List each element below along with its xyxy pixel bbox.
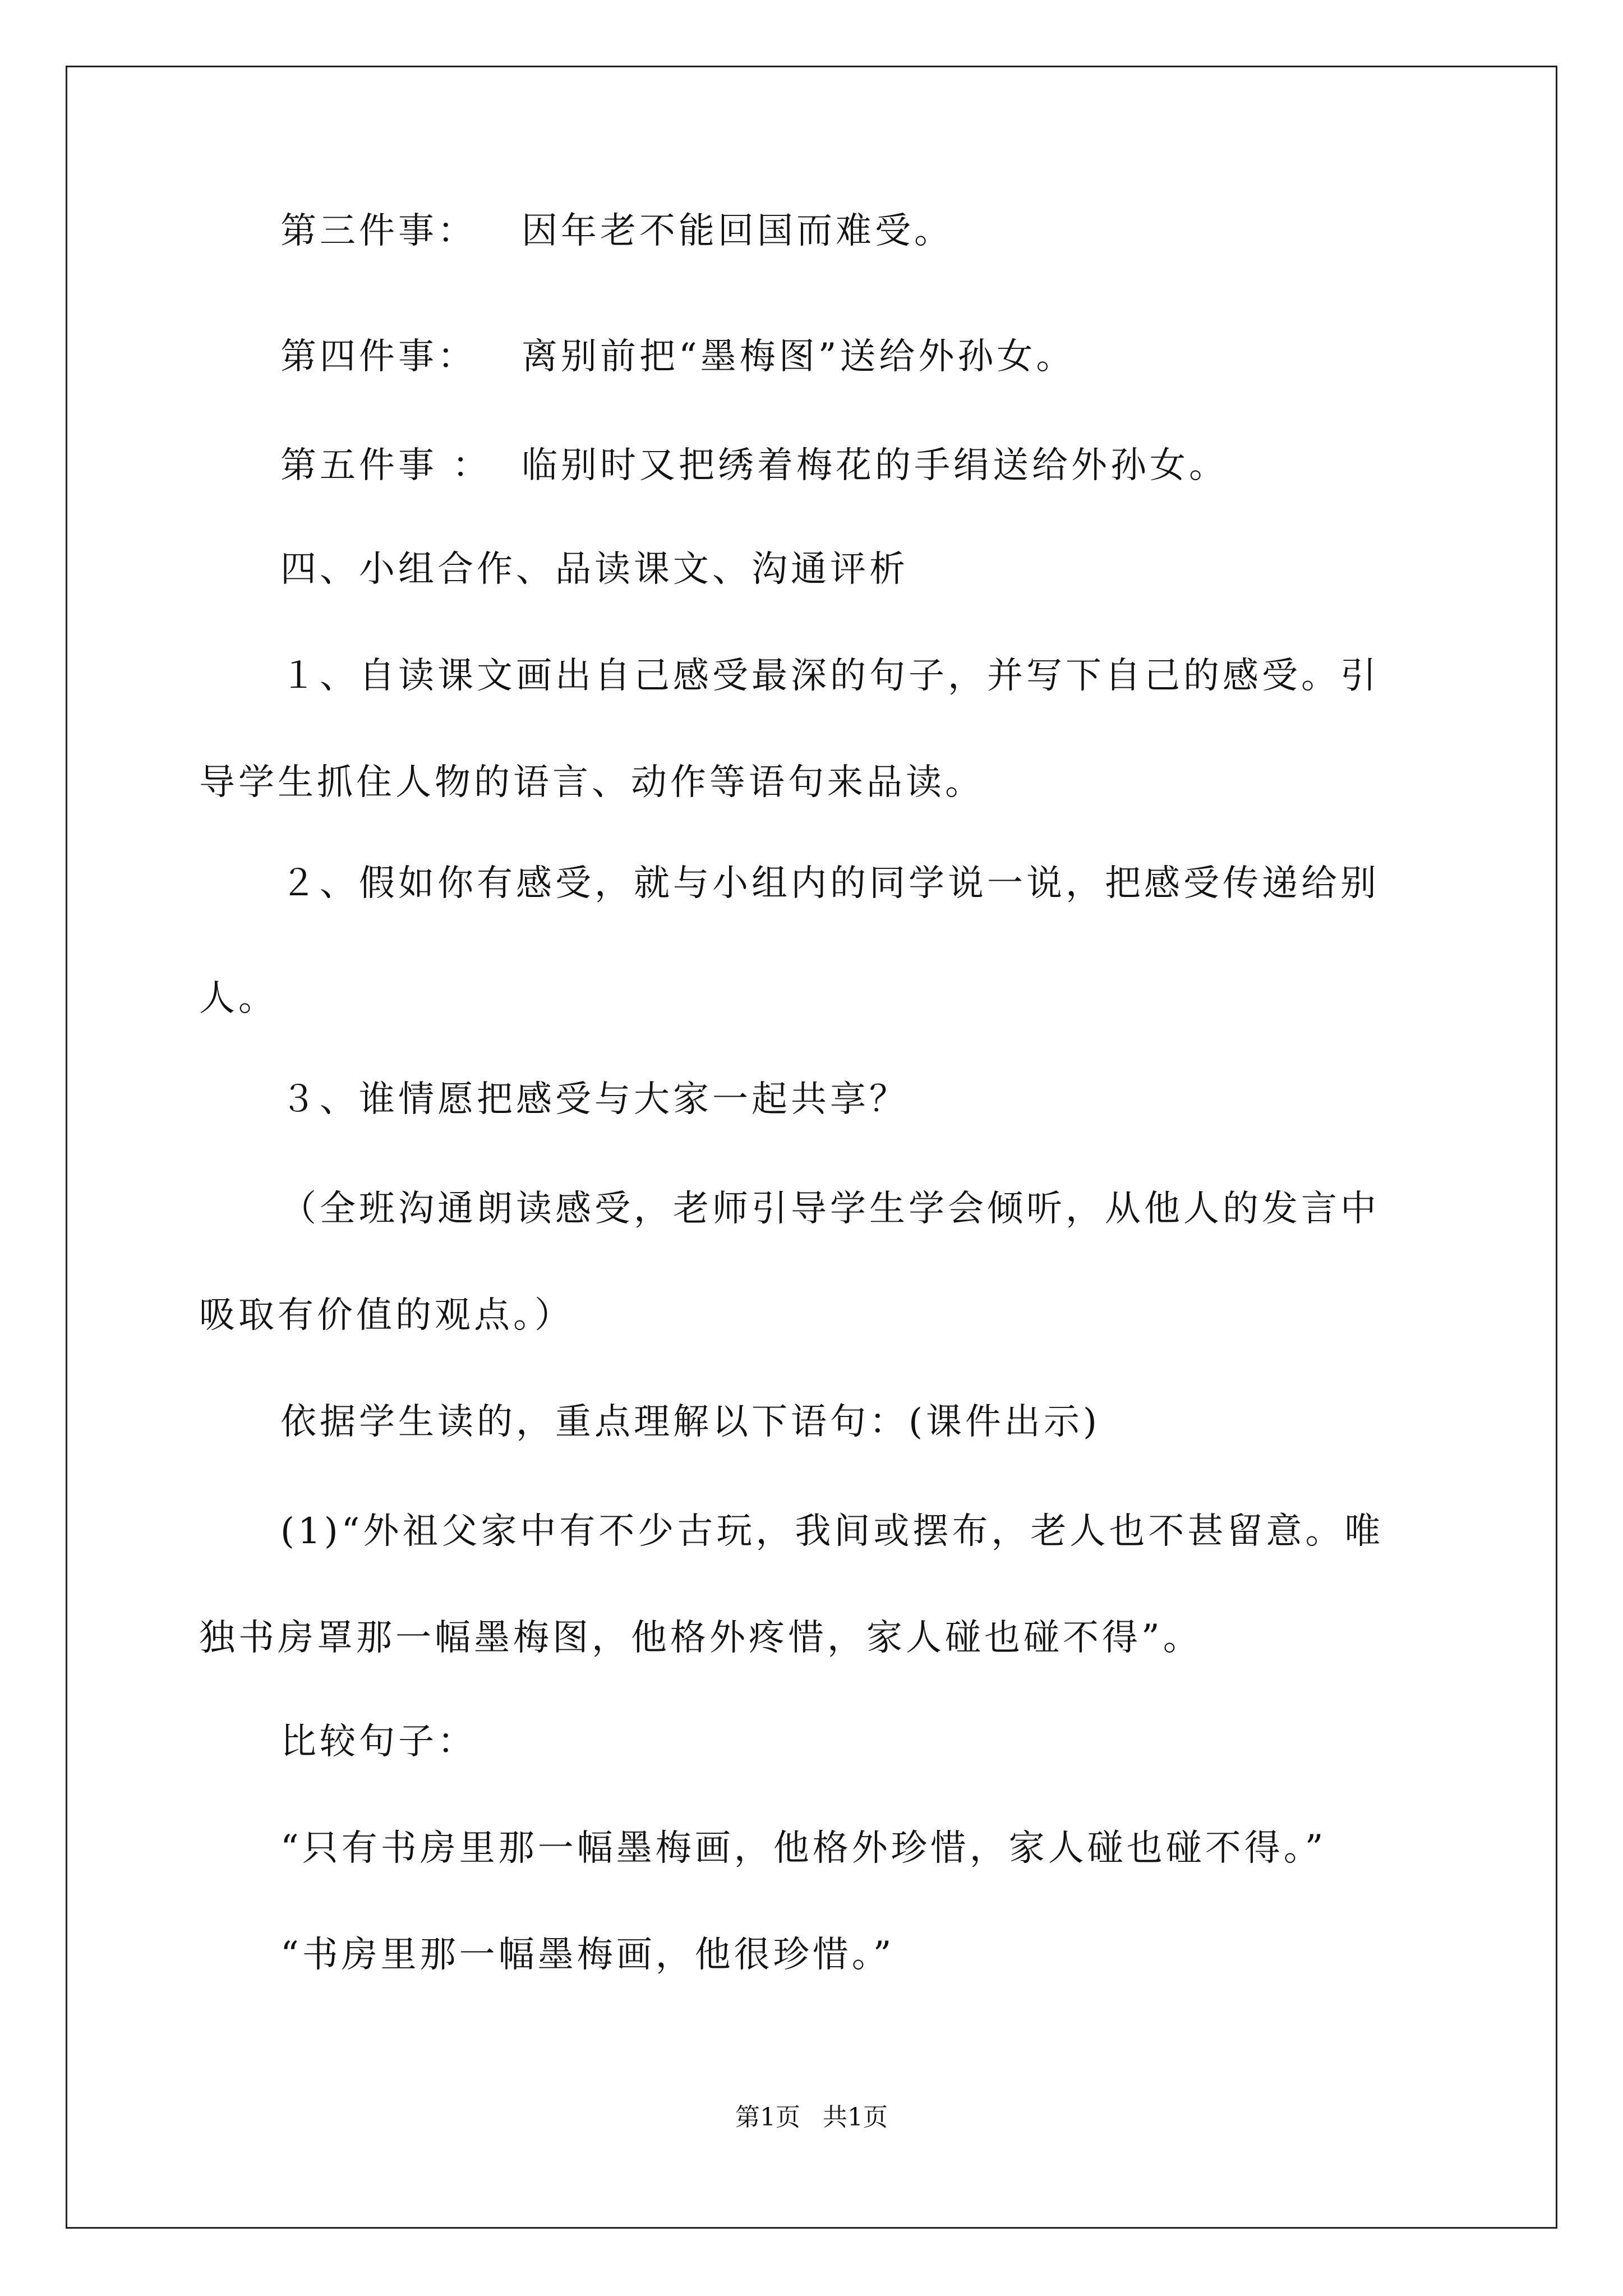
event-4 <box>280 334 1075 379</box>
event-3-label: 第三件事： <box>280 210 477 252</box>
note-line-2: 吸取有价值的观点。） <box>199 1295 574 1336</box>
compare-heading: 比较句子： <box>280 1721 477 1763</box>
section-heading: 四、小组合作、品读课文、沟通评析 <box>280 549 909 590</box>
compare-sentence-1: “只有书房里那一幅墨梅画，他格外珍惜，家人碰也碰不得。” <box>280 1828 1327 1869</box>
item-2-line-1: ２、假如你有感受，就与小组内的同学说一说，把感受传递给别 <box>280 863 1380 904</box>
page-current: 第1页 <box>735 2103 800 2132</box>
item-1-line-1: １、自读课文画出自己感受最深的句子，并写下自己的感受。引 <box>280 655 1380 697</box>
event-4-label: 第四件事： <box>280 336 477 378</box>
page-footer <box>0 2101 1623 2134</box>
page-border <box>66 66 1557 2229</box>
compare-sentence-2: “书房里那一幅墨梅画，他很珍惜。” <box>280 1934 895 1976</box>
item-1-line-2: 导学生抓住人物的语言、动作等语句来品读。 <box>199 762 984 803</box>
item-3: ３、谁情愿把感受与大家一起共享？ <box>280 1079 909 1120</box>
event-4-text: 离别前把“墨梅图”送给外孙女。 <box>522 336 1076 378</box>
focus-intro: 依据学生读的，重点理解以下语句：(课件出示) <box>280 1401 1100 1443</box>
event-3 <box>280 209 953 254</box>
event-5-label: 第五件事 ： <box>280 445 492 486</box>
note-line-1: （全班沟通朗读感受，老师引导学生学会倾听，从他人的发言中 <box>280 1188 1380 1230</box>
item-2-line-2: 人。 <box>199 978 278 1019</box>
event-5-text: 临别时又把绣着梅花的手绢送给外孙女。 <box>522 445 1228 486</box>
event-3-text: 因年老不能回国而难受。 <box>522 210 953 252</box>
quote-1-line-1: (1)“外祖父家中有不少古玩，我间或摆布，老人也不甚留意。唯 <box>280 1511 1384 1552</box>
quote-1-line-2: 独书房罩那一幅墨梅图，他格外疼惜，家人碰也碰不得”。 <box>199 1617 1202 1659</box>
event-5 <box>280 443 1228 488</box>
page-total: 共1页 <box>823 2103 888 2132</box>
